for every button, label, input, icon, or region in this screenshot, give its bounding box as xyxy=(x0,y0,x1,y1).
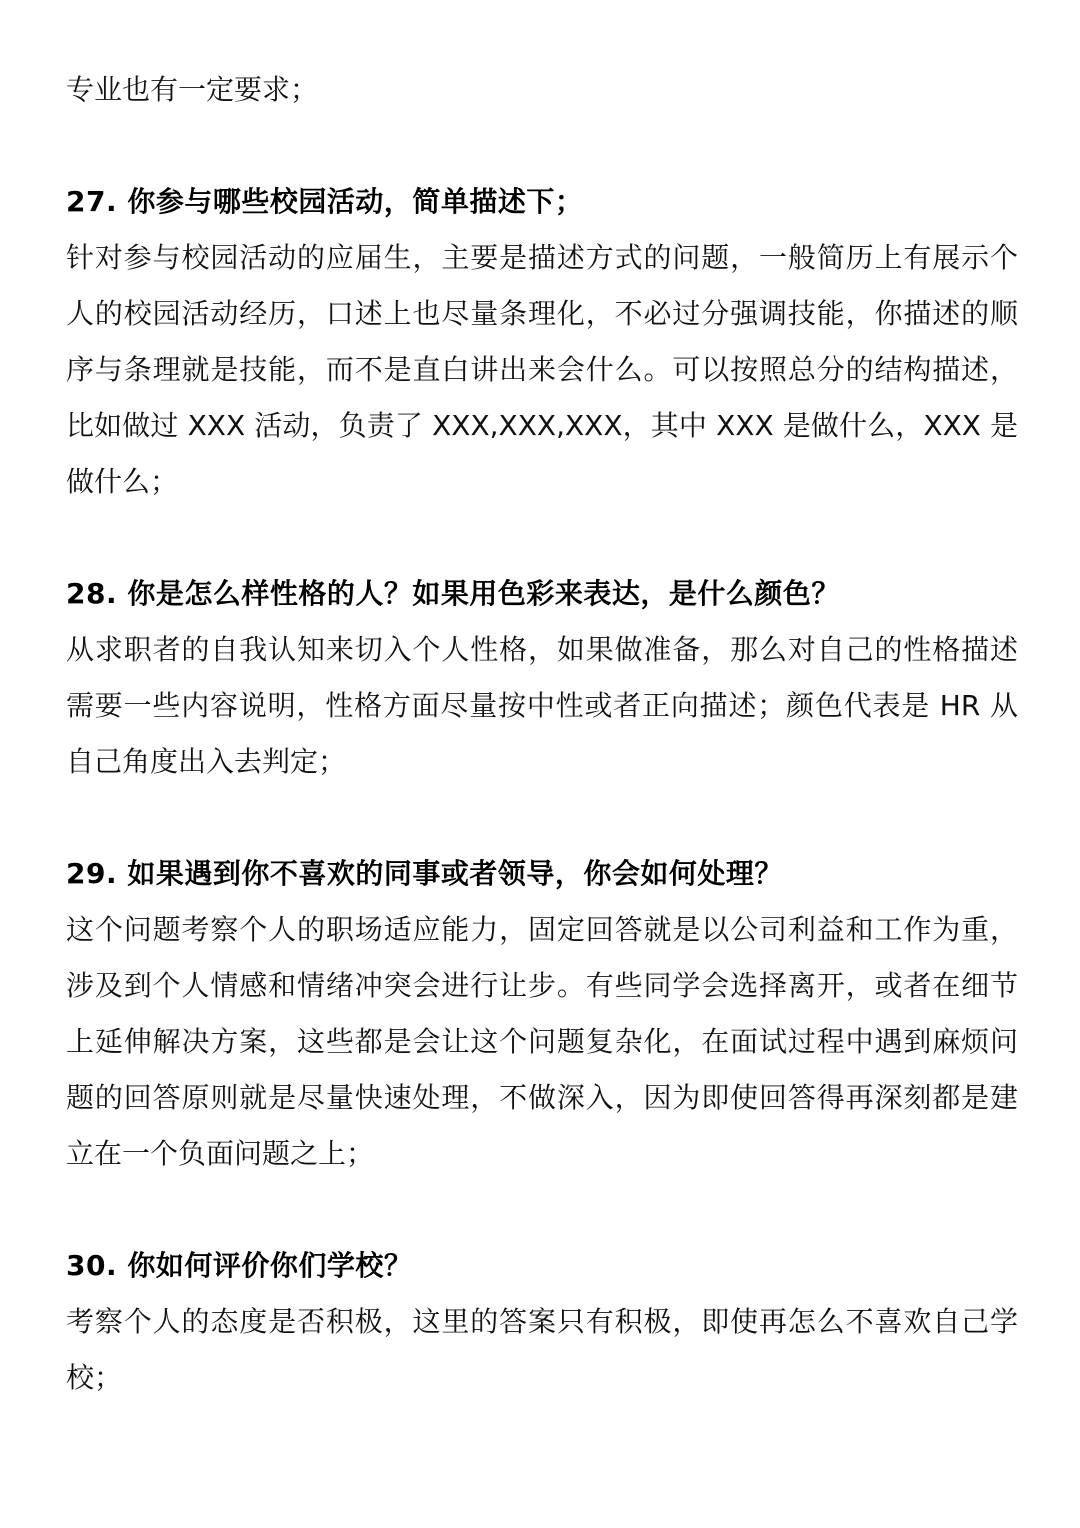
answer-line: 自己角度出入去判定； xyxy=(66,745,347,778)
section-28 xyxy=(66,566,1018,790)
intro-line: 专业也有一定要求； xyxy=(66,73,319,106)
intro-paragraph xyxy=(66,62,1018,118)
section-gap xyxy=(66,510,1018,566)
answer-line: 立在一个负面问题之上； xyxy=(66,1137,375,1170)
answer-line: 从求职者的自我认知来切入个人性格，如果做准备，那么对自己的性格描述 xyxy=(66,633,1018,666)
section-gap xyxy=(66,118,1018,174)
answer-line: 比如做过 XXX 活动，负责了 XXX,XXX,XXX，其中 XXX 是做什么，XXX 是 xyxy=(66,409,1018,442)
section-27 xyxy=(66,174,1018,510)
answer-line: 针对参与校园活动的应届生，主要是描述方式的问题，一般简历上有展示个 xyxy=(66,241,1018,274)
answer-29-paragraph xyxy=(66,902,1018,1182)
question-28-heading: 28. 你是怎么样性格的人？如果用色彩来表达，是什么颜色？ xyxy=(66,577,840,610)
answer-line: 校； xyxy=(66,1361,123,1394)
answer-line: 序与条理就是技能，而不是直白讲出来会什么。可以按照总分的结构描述， xyxy=(66,353,1018,386)
answer-line: 上延伸解决方案，这些都是会让这个问题复杂化，在面试过程中遇到麻烦问 xyxy=(66,1025,1018,1058)
answer-30-paragraph xyxy=(66,1294,1018,1406)
answer-line: 人的校园活动经历，口述上也尽量条理化，不必过分强调技能，你描述的顺 xyxy=(66,297,1018,330)
answer-line: 这个问题考察个人的职场适应能力，固定回答就是以公司利益和工作为重， xyxy=(66,913,1018,946)
question-27-heading: 27. 你参与哪些校园活动，简单描述下； xyxy=(66,185,584,218)
answer-line: 涉及到个人情感和情绪冲突会进行让步。有些同学会选择离开，或者在细节 xyxy=(66,969,1018,1002)
answer-line: 需要一些内容说明，性格方面尽量按中性或者正向描述；颜色代表是 HR 从 xyxy=(66,689,1018,722)
document-body xyxy=(66,62,1018,1406)
answer-28-paragraph xyxy=(66,622,1018,790)
answer-27-paragraph xyxy=(66,230,1018,510)
section-30 xyxy=(66,1238,1018,1406)
answer-line: 题的回答原则就是尽量快速处理，不做深入，因为即使回答得再深刻都是建 xyxy=(66,1081,1018,1114)
question-29-heading: 29. 如果遇到你不喜欢的同事或者领导，你会如何处理？ xyxy=(66,857,783,890)
section-29 xyxy=(66,846,1018,1182)
answer-line: 做什么； xyxy=(66,465,179,498)
answer-line: 考察个人的态度是否积极，这里的答案只有积极，即使再怎么不喜欢自己学 xyxy=(66,1305,1018,1338)
section-gap xyxy=(66,790,1018,846)
section-gap xyxy=(66,1182,1018,1238)
question-30-heading: 30. 你如何评价你们学校？ xyxy=(66,1249,413,1282)
